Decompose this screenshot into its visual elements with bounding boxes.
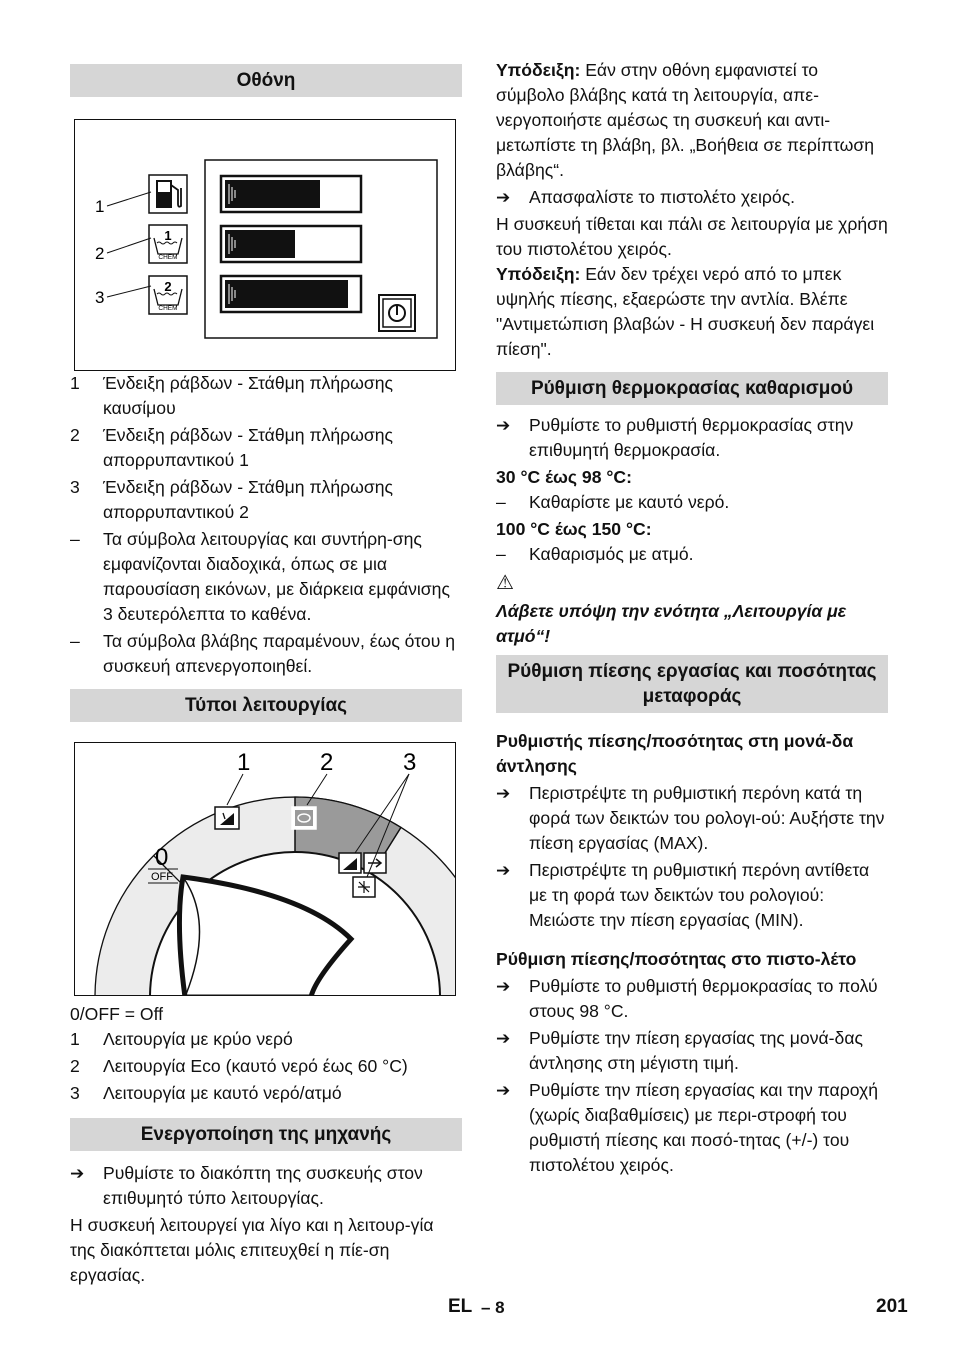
list-item: ➔ Ρυθμίστε το ρυθμιστή θερμοκρασίας το πολύ στους 98 °C. [496,976,878,1021]
range1-items [496,490,888,515]
power-icon [379,295,415,331]
start-text: Η συσκευή λειτουργεί για λίγο και η λειτουρ-γία της διακόπτεται μόλις επιτευχθεί η πίε-ση εργασίας. [70,1215,434,1285]
list-item: – Τα σύμβολα βλάβης παραμένουν, έως ότου η συσκευή απενεργοποιηθεί. [70,631,456,676]
warning-icon: ⚠ [496,572,514,594]
eco-icon [292,807,316,829]
list-item: 2 Λειτουργία Eco (καυτό νερό έως 60 °C) [70,1056,408,1076]
pump-subhead: Ρυθμιστής πίεσης/ποσότητας στη μονά-δα άντλησης [496,731,854,776]
callout-1: 1 [95,197,105,216]
page-number: 201 [876,1296,908,1317]
footer-page-local: – 8 [481,1298,505,1317]
list-item: ➔ Περιστρέψτε τη ρυθμιστική περόνη κατά τη φορά των δεικτών του ρολογι-ού: Αυξήστε την πίεση εργασίας (MAX). [496,783,885,853]
steam-icon [353,877,375,897]
chem2-label: CHEM [158,305,178,312]
list-item: 1 Ένδειξη ράβδων - Στάθμη πλήρωσης καυσίμου [70,373,394,418]
list-item: 1 Λειτουργία με κρύο νερό [70,1029,293,1049]
list-item: – Καθαρίστε με καυτό νερό. [496,492,730,512]
modes-figure [74,742,456,996]
chem1-number: 1 [164,228,172,243]
fuel-bar [221,176,361,212]
callout-3: 3 [95,288,105,307]
range2-label: 100 °C έως 150 °C: [496,519,652,539]
cold-water-icon [215,807,239,829]
list-item: ➔ Ρυθμίστε την πίεση εργασίας και την παροχή (χωρίς διαβαθμίσεις) με περι-στροφή του ρυθμιστή πίεσης και ποσό-τητας (+/-) του πιστολέτου χειρός. [496,1080,879,1175]
list-item: ➔ Περιστρέψτε τη ρυθμιστική περόνη αντίθετα με τη φορά των δεικτών του ρολογιού: Μειώστε την πίεση εργασίας (MIN). [496,860,870,930]
list-item: – Καθαρισμός με ατμό. [496,544,694,564]
display-diagram [75,120,457,372]
mode-callout-2: 2 [320,749,334,776]
note1-label: Υπόδειξη: [496,60,581,80]
fuel-pump-icon [149,175,187,213]
list-item: 3 Ένδειξη ράβδων - Στάθμη πλήρωσης απορρυπαντικού 2 [70,477,394,522]
chem1-icon [149,225,187,263]
start-heading: Ενεργοποίηση της μηχανής [70,1118,462,1151]
gun-subhead: Ρύθμιση πίεσης/ποσότητας στο πιστο-λέτο [496,949,857,969]
range1-label: 30 °C έως 98 °C: [496,467,632,487]
note2-label: Υπόδειξη: [496,264,581,284]
left-column [70,58,462,1288]
modes-items [70,1027,462,1106]
list-item: 2 Ένδειξη ράβδων - Στάθμη πλήρωσης απορρυπαντικού 1 [70,425,394,470]
list-item: ➔ Ρυθμίστε το ρυθμιστή θερμοκρασίας στην επιθυμητή θερμοκρασία. [496,415,854,460]
off-zero: 0 [155,844,169,871]
gun-steps [496,974,888,1178]
mode-callout-1: 1 [237,749,251,776]
mode-callout-3: 3 [403,749,417,776]
list-item: 3 Λειτουργία με καυτό νερό/ατμό [70,1083,342,1103]
chem1-label: CHEM [158,254,178,261]
warning-text: Λάβετε υπόψη την ενότητα „Λειτουργία με ατμό“! [496,601,847,646]
callout-2: 2 [95,244,105,263]
off-label: OFF [151,871,173,883]
list-item: ➔ Ρυθμίστε το διακόπτη της συσκευής στον επιθυμητό τύπο λειτουργίας. [70,1163,423,1208]
detergent2-bar [221,276,361,312]
list-item: ➔ Ρυθμίστε την πίεση εργασίας της μονά-δας άντλησης στη μέγιστη τιμή. [496,1028,863,1073]
list-item: – Τα σύμβολα λειτουργίας και συντήρη-σης εμφανίζονται διαδοχικά, όπως σε μια παρουσίαση εικόνων, με διάρκεια εμφάνισης 3 δευτερόλεπτα το καθένα. [70,529,450,624]
start-steps [70,1161,462,1211]
footer-lang: EL [448,1296,473,1317]
display-notes [70,527,462,679]
display-figure [74,119,456,371]
display-heading: Οθόνη [70,64,462,97]
right-column [496,58,888,1178]
pump-steps [496,781,888,933]
pressure-heading: Ρύθμιση πίεσης εργασίας και ποσότητας μεταφοράς [496,655,888,713]
range2-items [496,542,888,567]
display-items [70,371,462,525]
temp-steps [496,413,888,463]
note1-steps [496,185,888,210]
modes-heading: Τύποι λειτουργίας [70,689,462,722]
note2: Υπόδειξη: Εάν δεν τρέχει νερό από το μπεκ υψηλής πίεσης, εξαερώστε την αντλία. Βλέπε "Αντιμετώπιση βλαβών - Η συσκευή δεν παράγει πίεση". [496,264,875,359]
mode-dial-diagram [75,743,456,996]
temp-heading: Ρύθμιση θερμοκρασίας καθαρισμού [496,372,888,405]
note1-after: Η συσκευή τίθεται και πάλι σε λειτουργία με χρήση του πιστολέτου χειρός. [496,214,888,259]
detergent1-bar [221,226,361,262]
chem2-number: 2 [164,279,172,294]
list-item: ➔ Απασφαλίστε το πιστολέτο χειρός. [496,187,796,207]
modes-legend: 0/OFF = Off [70,1004,164,1024]
note1: Υπόδειξη: Εάν στην οθόνη εμφανιστεί το σύμβολο βλάβης κατά τη λειτουργία, απε-νεργοποιήστε αμέσως τη συσκευή και αντι-μετωπίστε τη βλάβη, βλ. „Βοήθεια σε περίπτωση βλάβης“. [496,60,875,180]
chem2-icon [149,276,187,314]
